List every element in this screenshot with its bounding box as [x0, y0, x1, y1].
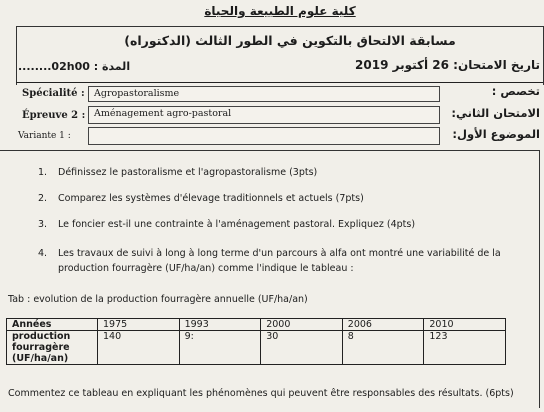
variante-label: Variante 1 :: [18, 131, 71, 141]
question-1: [38, 167, 317, 178]
year-cell: 2010: [424, 319, 506, 331]
production-table: [6, 318, 506, 365]
competition-title: مسابقة الالتحاق بالتكوين في الطور الثالث (الدكتوراه): [124, 33, 456, 48]
year-cell: 2000: [261, 319, 343, 331]
row-label-line: production: [12, 331, 71, 342]
duration-value: ........02h00: [18, 60, 90, 73]
value-cell: 9:: [179, 331, 261, 365]
question-2: [38, 193, 364, 204]
question-text: Définissez le pastoralisme et l'agropastoralisme (3pts): [58, 167, 318, 178]
question-text: Comparez les systèmes d'élevage traditionnels et actuels (7pts): [58, 193, 364, 204]
year-cell: 1993: [179, 319, 261, 331]
table-caption: Tab : evolution de la production fourragère annuelle (UF/ha/an): [8, 294, 308, 305]
table-row: [7, 319, 506, 331]
question-number: 2.: [38, 193, 48, 204]
faculty-title: كلية علوم الطبيعة والحياة: [204, 4, 356, 18]
row-label: [7, 331, 98, 365]
table-header-label: Années: [7, 319, 98, 331]
specialite-ar-label: تخصص :: [491, 84, 540, 98]
epreuve-label: Épreuve 2 :: [22, 110, 86, 121]
epreuve-field: Aménagement agro-pastoral: [88, 106, 440, 124]
question-number: 3.: [38, 219, 48, 230]
duration-label: المدة :: [93, 60, 131, 73]
row-label-line: fourragère: [12, 342, 70, 353]
table-row: [7, 331, 506, 365]
final-question: Commentez ce tableau en expliquant les phénomènes qui peuvent être responsables des résultats. (6pts): [8, 388, 514, 399]
questions-frame: [0, 150, 540, 408]
year-cell: 1975: [98, 319, 180, 331]
duration: [18, 60, 130, 73]
variante-field: [88, 127, 440, 145]
question-number: 1.: [38, 167, 48, 178]
row-label-line: (UF/ha/an): [12, 353, 69, 364]
question-3: [38, 219, 415, 230]
exam-date: تاريخ الامتحان: 26 أكتوبر 2019: [355, 58, 540, 72]
question-text: Le foncier est-il une contrainte à l'aménagement pastoral. Expliquez (4pts): [58, 219, 416, 230]
specialite-label: Spécialité :: [22, 88, 85, 99]
question-number: 4.: [38, 248, 48, 259]
question-4: [38, 248, 501, 259]
specialite-field: Agropastoralisme: [88, 86, 440, 102]
epreuve-ar-label: الامتحان الثاني:: [451, 106, 540, 120]
value-cell: 8: [342, 331, 424, 365]
value-cell: 30: [261, 331, 343, 365]
header-divider: [16, 82, 543, 83]
question-4-continued: production fourragère (UF/ha/an) comme l'indique le tableau :: [58, 263, 354, 274]
year-cell: 2006: [342, 319, 424, 331]
value-cell: 123: [424, 331, 506, 365]
value-cell: 140: [98, 331, 180, 365]
variante-ar-label: الموضوع الأول:: [452, 127, 540, 141]
question-text: Les travaux de suivi à long à long terme d'un parcours à alfa ont montré une variabilité de la: [58, 248, 501, 259]
